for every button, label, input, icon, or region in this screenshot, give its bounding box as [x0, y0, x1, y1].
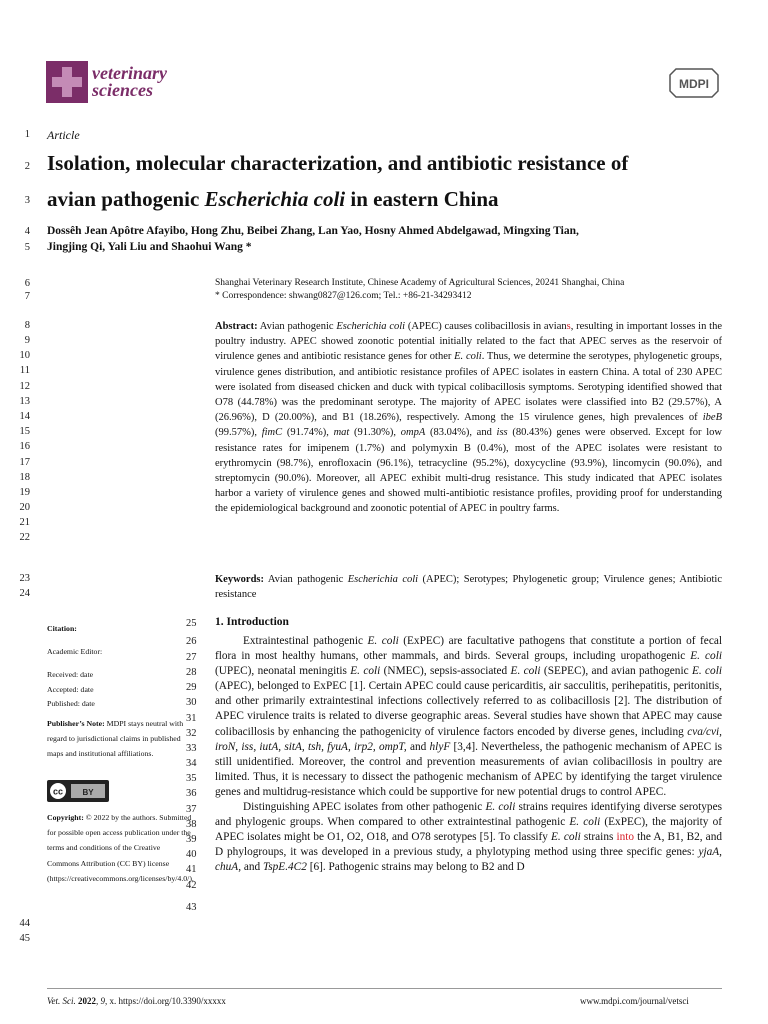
- article-type: Article: [47, 128, 80, 142]
- line-number: 2: [24, 161, 30, 172]
- line-number: 4: [24, 226, 30, 237]
- accepted-date: Accepted: date: [47, 685, 94, 694]
- line-number: 27: [186, 652, 197, 663]
- footer-divider: [47, 988, 722, 989]
- citation-label: Citation:: [47, 624, 77, 633]
- line-number: 22: [19, 532, 30, 543]
- published-date: Published: date: [47, 699, 95, 708]
- academic-editor-label: Academic Editor:: [47, 647, 103, 656]
- received-date: Received: date: [47, 670, 94, 679]
- line-number: 13: [19, 396, 30, 407]
- line-number: 21: [19, 517, 30, 528]
- line-number: 11: [19, 365, 30, 376]
- line-number: 42: [186, 880, 197, 891]
- authors-line2: Jingjing Qi, Yali Liu and Shaohui Wang *: [47, 241, 252, 253]
- line-number: 7: [24, 291, 30, 302]
- line-number: 9: [24, 335, 30, 346]
- correspondence: * Correspondence: shwang0827@126.com; Tel.: +86-21-34293412: [215, 291, 472, 301]
- line-number: 40: [186, 849, 197, 860]
- abstract: Abstract: Avian pathogenic Escherichia coli (APEC) causes colibacillosis in avians, resulting in important losses in the poultry industry. APEC showed zoonotic potential initially related to the fact that APEC serves as the reservoir of virulence genes and antibiotic resistance genes for other E. coli. Thus, we determine the serotypes, phylogenetic groups, virulence genes distribution, and antibiotic resistance profiles of APEC isolates in eastern China. A total of 230 APEC were isolated from diseased chicken and duck with typical colibacillosis symptoms. Serotyping identified showed that O78 (44.78%) was the predominant serotype. The majority of APEC isolates were classified into B2 (29.57%), A (26.96%), D (20.00%), and B1 (18.26%), respectively. Among the 15 virulence genes, high prevalences of ibeB (99.57%), fimC (91.74%), mat (91.30%), ompA (83.04%), and iss (80.43%) genes were observed. Except for low resistance rates for imipenem (1.7%) and polymyxin B (0.4%), most of the APEC isolates were resistant to erythromycin (98.7%), enrofloxacin (96.1%), tetracycline (95.2%), doxycycline (93.9%), lincomycin (90.0%), and streptomycin (90.0%). Moreover, all APEC exhibit multi-drug resistance. This study indicated that APEC isolates harbor a variety of virulence genes and showed multi-antibiotic resistance profiles, providing proof for understanding the epidemiological background and zoonotic potential of APEC in poultry farms.: [215, 321, 722, 515]
- line-number: 8: [24, 320, 30, 331]
- line-number: 6: [24, 278, 30, 289]
- paper-title-line1: Isolation, molecular characterization, and antibiotic resistance of: [47, 151, 629, 175]
- journal-logo-mark: [46, 61, 88, 103]
- line-number: 25: [186, 618, 197, 629]
- svg-text:BY: BY: [82, 788, 94, 797]
- line-number: 18: [19, 472, 30, 483]
- svg-text:MDPI: MDPI: [679, 77, 709, 91]
- journal-logo: [46, 61, 167, 103]
- line-number: 35: [186, 773, 197, 784]
- line-number: 24: [19, 588, 30, 599]
- line-number: 28: [186, 667, 197, 678]
- line-number: 36: [186, 788, 197, 799]
- line-number: 32: [186, 728, 197, 739]
- line-number: 23: [19, 573, 30, 584]
- line-number: 20: [19, 502, 30, 513]
- cc-by-license-badge[interactable]: [47, 780, 109, 802]
- authors-line1: Dossêh Jean Apôtre Afayibo, Hong Zhu, Beibei Zhang, Lan Yao, Hosny Ahmed Abdelgawad, Mingxing Tian,: [47, 225, 579, 237]
- footer-citation: Vet. Sci. 2022, 9, x. https://doi.org/10.3390/xxxxx: [47, 996, 226, 1006]
- introduction-body: Extraintestinal pathogenic E. coli (ExPEC) are facultative pathogens that constitute a portion of fecal flora in most healthy humans, other mammals, and birds. Several groups, including uropathogenic E. coli (UPEC), neonatal meningitis E. coli (NMEC), sepsis-associated E. coli (SEPEC), and avian pathogenic E. coli (APEC), belonged to ExPEC [1]. Certain APEC could cause pericarditis, air sacculitis, perihepatitis, peritonitis, and other primarily extraintestinal infections collectively referred to as colibacillosis [2]. The distribution of APEC virulence traits is related to diverse geographic areas. Several studies have shown that APEC may cause colibacillosis by enhancing the pathogenicity of virulence factors encoded by diverse genes, including cva/cvi, iroN, iss, iutA, sitA, tsh, fyuA, irp2, ompT, and hlyF [3,4]. Nevertheless, the pathogenic mechanism of APEC is still unidentified. Moreover, the control and prevention measurements of avian colibacillosis in poultry are limited. Thus, it is necessary to dissect the pathogenic mechanism of APEC by identifying the target virulence genes and multidrug-resistance which could be supportive for new potential drugs to control APEC. Distinguishing APEC isolates from other pathogenic E. coli strains requires identifying diverse serotypes and phylogenic groups. When compared to other extraintestinal pathogenic E. coli (ExPEC), the majority of APEC isolates might be O1, O2, O18, and O78 serotypes [5]. To classify E. coli strains into the A, B1, B2, and D phylogroups, it was developed in a previous study, a phylotyping method using three specific genes: yjaA, chuA, and TspE.4C2 [6]. Pathogenic strains may belong to B2 and D: [215, 635, 722, 874]
- mdpi-logo: [666, 67, 722, 99]
- line-number: 16: [19, 441, 30, 452]
- line-number: 5: [24, 242, 30, 253]
- affiliation: Shanghai Veterinary Research Institute, Chinese Academy of Agricultural Sciences, 20241 Shanghai, China: [215, 278, 625, 288]
- cc-icon: [47, 780, 109, 802]
- line-number: 17: [19, 457, 30, 468]
- svg-text:cc: cc: [52, 786, 64, 797]
- paper-title-line2: avian pathogenic Escherichia coli in eastern China: [47, 187, 499, 211]
- line-number: 10: [19, 350, 30, 361]
- line-number: 19: [19, 487, 30, 498]
- keywords: Keywords: Avian pathogenic Escherichia coli (APEC); Serotypes; Phylogenetic group; Virulence genes; Antibiotic resistance: [215, 574, 722, 601]
- line-number: 31: [186, 713, 197, 724]
- section-heading: 1. Introduction: [215, 616, 289, 628]
- footer-journal-url[interactable]: www.mdpi.com/journal/vetsci: [580, 996, 689, 1006]
- line-number: 38: [186, 819, 197, 830]
- line-number: 1: [24, 129, 30, 140]
- line-number: 45: [19, 933, 30, 944]
- line-number: 12: [19, 381, 30, 392]
- line-number: 29: [186, 682, 197, 693]
- journal-name: veterinary sciences: [92, 63, 167, 100]
- line-number: 43: [186, 902, 197, 913]
- line-number: 15: [19, 426, 30, 437]
- line-number: 44: [19, 918, 30, 929]
- line-number: 34: [186, 758, 197, 769]
- line-number: 33: [186, 743, 197, 754]
- publisher-note: Publisher’s Note: MDPI stays neutral with regard to jurisdictional claims in published maps and institutional affiliations.: [47, 719, 184, 759]
- line-number: 41: [186, 864, 197, 875]
- line-number: 26: [186, 636, 197, 647]
- line-number: 30: [186, 697, 197, 708]
- line-number: 39: [186, 834, 197, 845]
- line-number: 37: [186, 804, 197, 815]
- line-number: 14: [19, 411, 30, 422]
- copyright-note: Copyright: © 2022 by the authors. Submitted for possible open access publication under the terms and conditions of the Creative Commons Attribution (CC BY) license (https://creativecommons.org/licenses/by/4.0/).: [47, 813, 194, 883]
- line-number: 3: [24, 195, 30, 206]
